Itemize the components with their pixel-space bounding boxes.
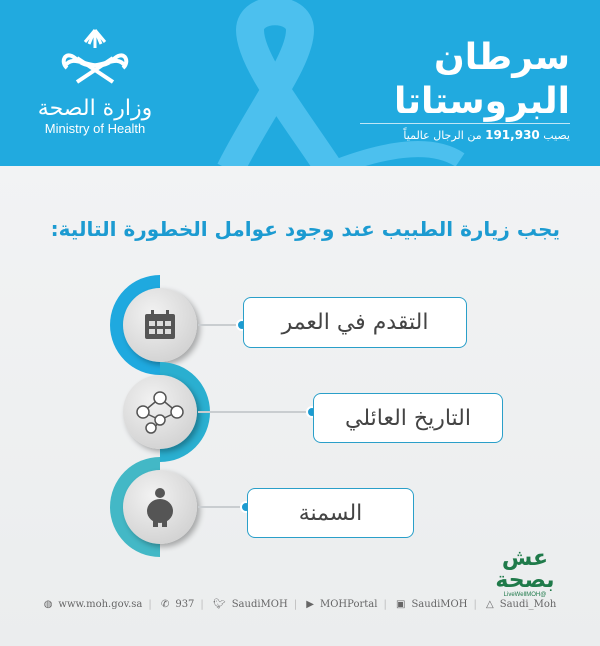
risk-factor-obesity: السمنة: [247, 488, 414, 538]
snapchat-icon: △: [486, 599, 494, 610]
factor-icon-disc: [123, 375, 197, 449]
factor-icon-disc: [123, 470, 197, 544]
footer-contacts: ◍ www.moh.gov.sa | ✆ 937 | 🐦︎ SaudiMOH | ▶ MOHPortal | ▣ SaudiMOH | △ Saudi_Moh: [0, 599, 600, 610]
twitter-icon: 🐦︎: [212, 599, 226, 610]
family-tree-icon: [135, 390, 185, 434]
palm-swords-emblem-icon: [55, 28, 135, 88]
risk-factor-family-history: التاريخ العائلي: [313, 393, 503, 443]
risk-factor-age: التقدم في العمر: [243, 297, 467, 348]
obesity-icon: [145, 487, 175, 527]
phone-icon: ✆: [160, 599, 170, 610]
phone-number[interactable]: 937: [175, 599, 195, 610]
statistic-text: [403, 128, 570, 142]
divider: [360, 123, 570, 124]
snapchat-handle[interactable]: Saudi_Moh: [499, 599, 557, 610]
header-banner: [0, 0, 600, 166]
title-line2: البروستاتا: [394, 81, 570, 122]
campaign-handle: @LiveWellMOH: [503, 592, 547, 598]
globe-icon: ◍: [43, 599, 53, 610]
factor-icon-disc: [123, 288, 197, 362]
page-title: [394, 36, 570, 124]
youtube-handle[interactable]: MOHPortal: [319, 599, 378, 610]
connector-line: [198, 411, 313, 413]
section-heading: يجب زيارة الطبيب عند وجود عوامل الخطورة التالية:: [50, 217, 560, 241]
logo-english: Ministry of Health: [44, 121, 146, 136]
stat-suffix: من الرجال عالمياً: [403, 129, 482, 142]
live-well-logo: [495, 548, 555, 598]
twitter-handle[interactable]: SaudiMOH: [231, 599, 288, 610]
title-line1: سرطان: [434, 37, 570, 78]
instagram-icon: ▣: [396, 599, 406, 610]
moh-logo: [30, 28, 160, 136]
logo-arabic: وزارة الصحة: [37, 96, 153, 121]
calendar-icon: [144, 310, 176, 340]
website-link[interactable]: www.moh.gov.sa: [58, 599, 143, 610]
stat-number: 191,930: [485, 128, 540, 142]
youtube-icon: ▶: [306, 599, 314, 610]
instagram-handle[interactable]: SaudiMOH: [411, 599, 468, 610]
campaign-arabic: عش بصحة: [495, 546, 555, 593]
stat-prefix: يصيب: [543, 129, 570, 142]
